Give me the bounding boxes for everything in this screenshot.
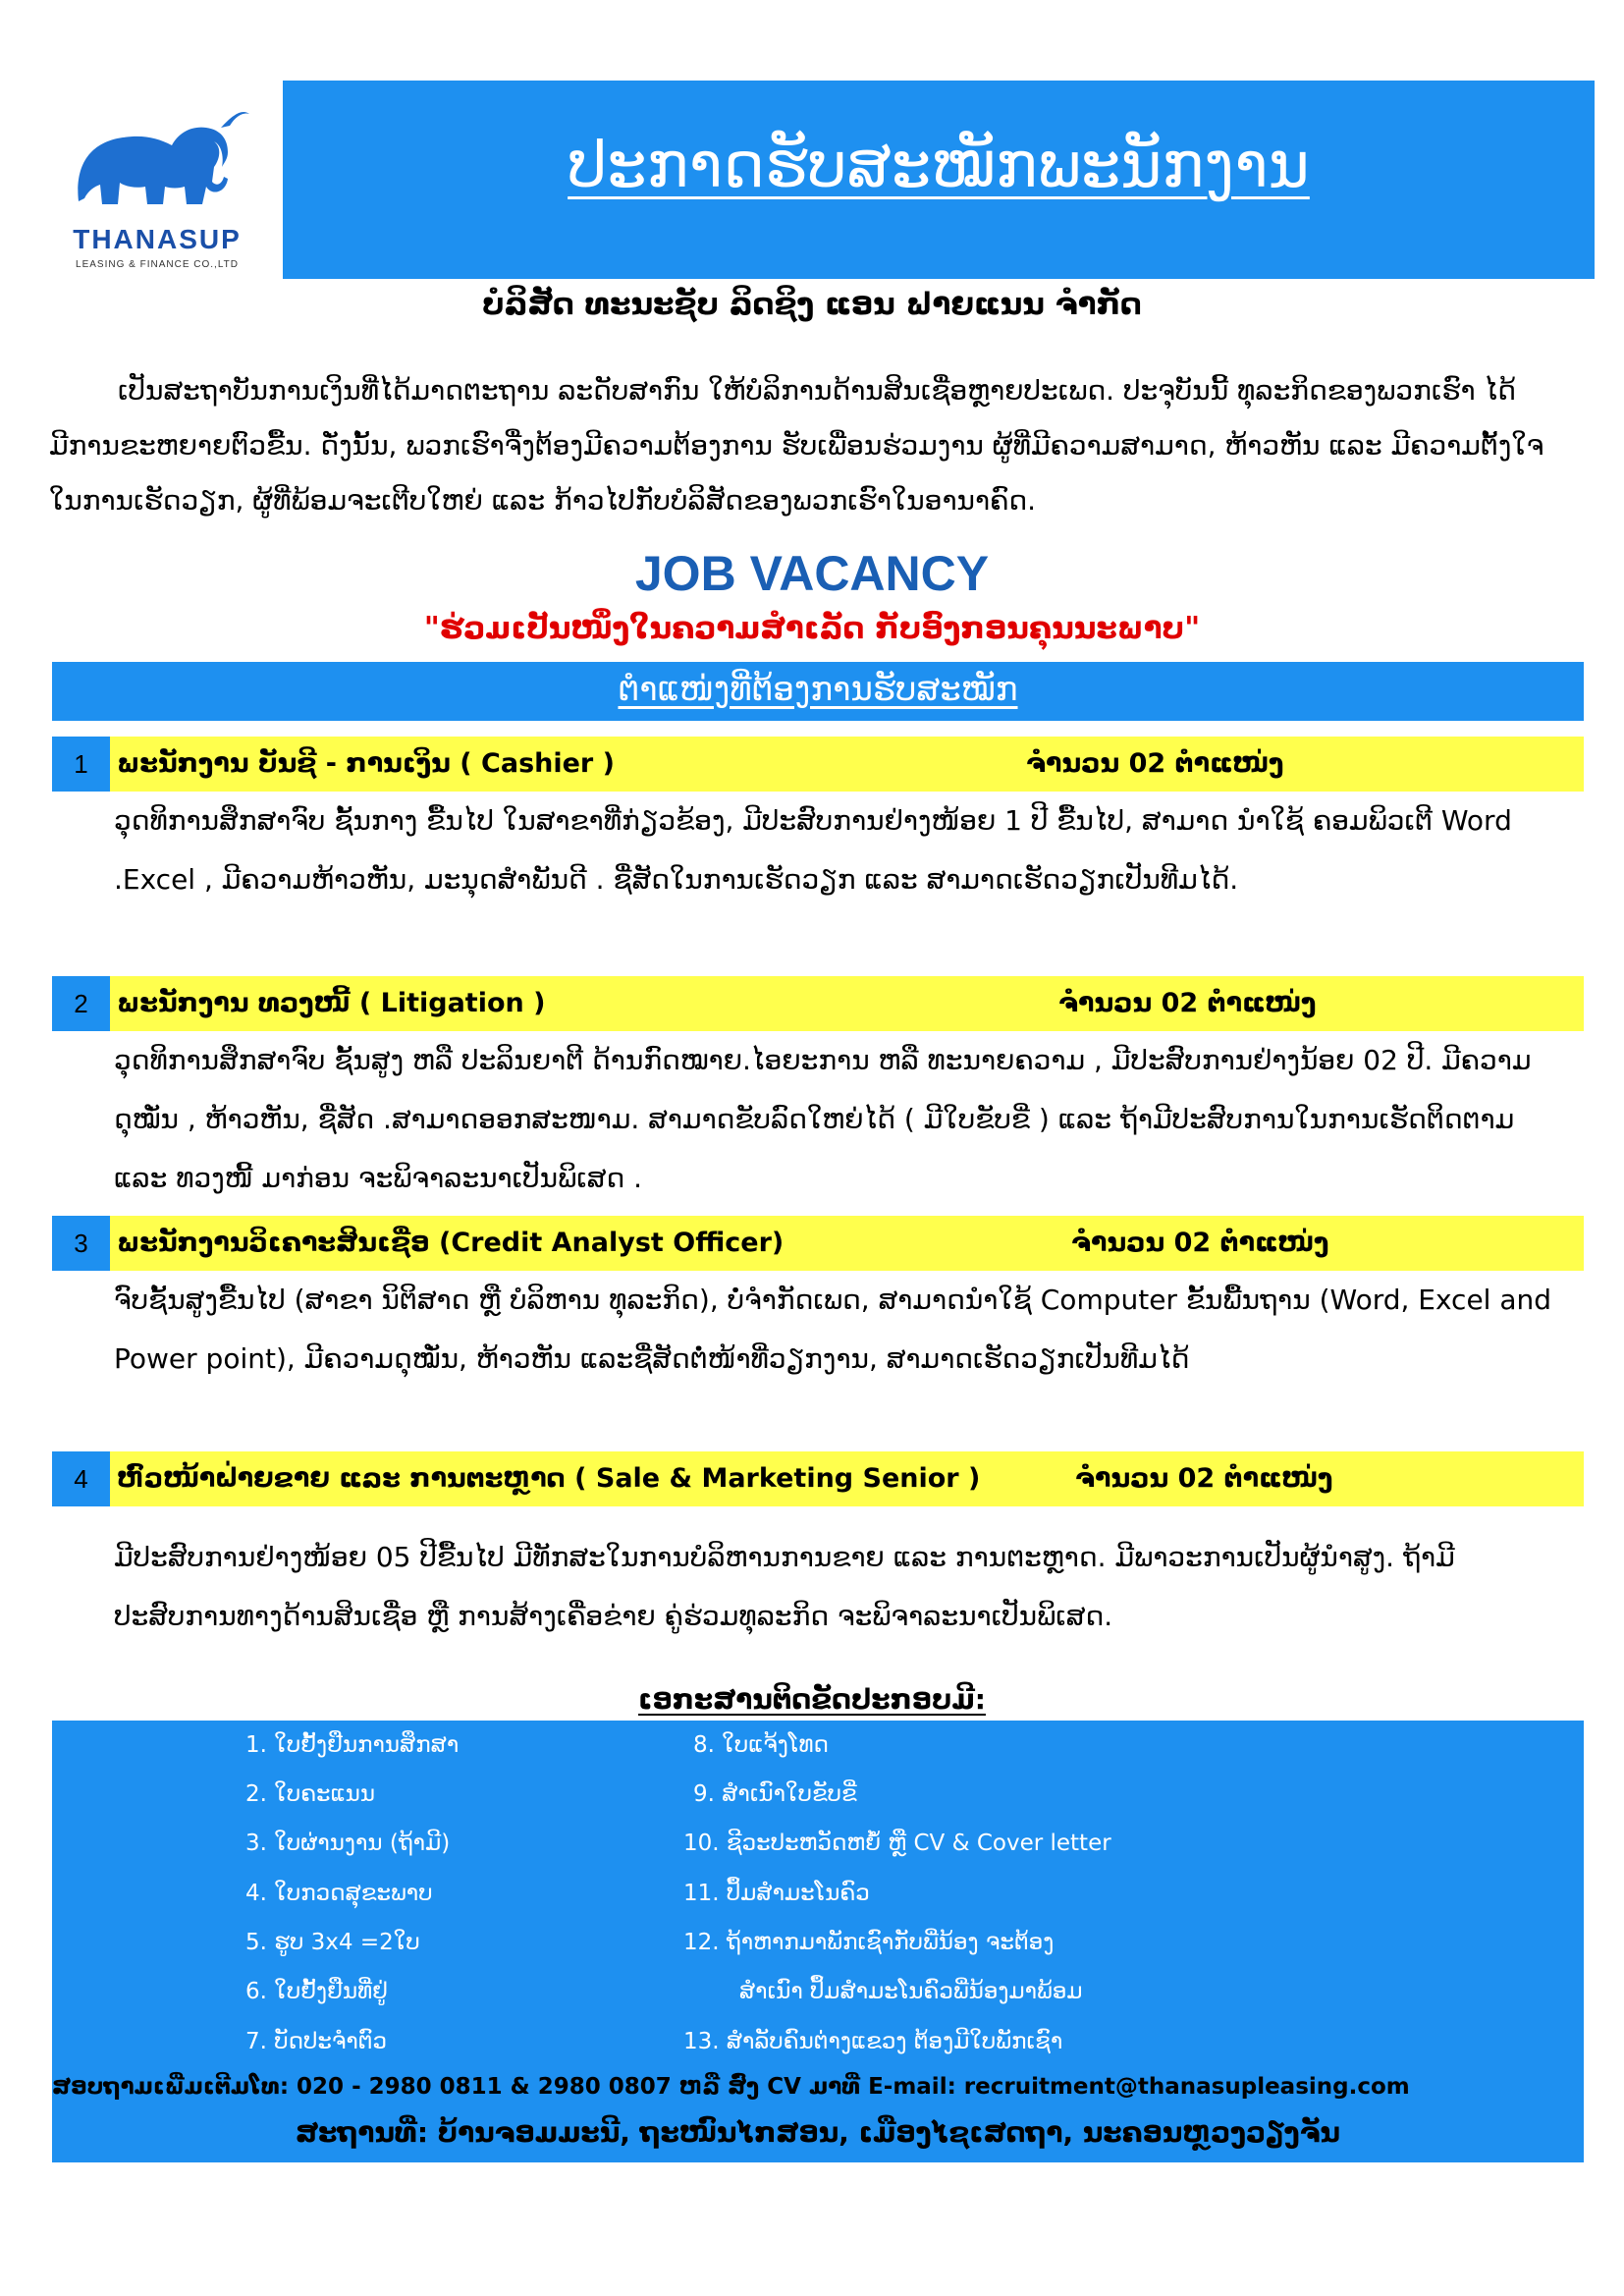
logo-subtitle: LEASING & FINANCE CO.,LTD	[76, 259, 239, 270]
positions-heading: ຕຳແໜ່ງທີ່ຕ້ອງການຮັບສະໝັກ	[618, 670, 1018, 709]
document-item: ສຳເນົາ ປຶ້ມສຳມະໂນຄົວພີ່ນ້ອງມາພ້ອມ	[739, 1979, 1083, 2004]
job-count: ຈຳນວນ 02 ຕຳແໜ່ງ	[1075, 1463, 1333, 1494]
job-count: ຈຳນວນ 02 ຕຳແໜ່ງ	[1071, 1228, 1329, 1258]
company-name: ບໍລິສັດ ທະນະຊັບ ລິດຊິງ ແອນ ຟາຍແນນ ຈຳກັດ	[482, 287, 1142, 322]
logo-brand: THANASUP	[73, 224, 242, 254]
elephant-icon	[49, 98, 265, 226]
job-count: ຈຳນວນ 02 ຕຳແໜ່ງ	[1026, 748, 1284, 779]
page-title: ປະກາດຮັບສະໝັກພະນັກງານ	[568, 130, 1310, 202]
job-number: 2	[52, 976, 110, 1031]
document-item: 6. ໃບຢັ້ງຢືນທີ່ຢູ່	[245, 1979, 388, 2004]
document-item: 4. ໃບກວດສຸຂະພາບ	[245, 1881, 433, 1906]
job-header	[52, 737, 1584, 792]
job-title: ຫົວໜ້າຝ່າຍຂາຍ ແລະ ການຕະຫຼາດ ( Sale & Marketing Senior )	[117, 1463, 981, 1494]
document-item: 2. ໃບຄະແນນ	[245, 1781, 376, 1807]
document-item: 10. ຊີວະປະຫວັດຫຍໍ້ ຫຼື CV & Cover letter	[683, 1831, 1111, 1856]
documents-heading: ເອກະສານຕິດຂັດປະກອບມີ:	[638, 1683, 986, 1716]
company-logo	[49, 98, 265, 285]
job-number: 1	[52, 737, 110, 792]
job-header	[52, 1216, 1584, 1271]
address: ສະຖານທີ່: ບ້ານຈອມມະນີ, ຖະໜົນໄກສອນ, ເມືອງໄຊເສດຖາ, ນະຄອນຫຼວງວຽງຈັນ	[296, 2116, 1340, 2149]
document-item: 3. ໃບຜ່ານງານ (ຖ້າມີ)	[245, 1831, 451, 1856]
document-item: 11. ປຶ້ມສຳມະໂນຄົວ	[683, 1881, 870, 1906]
document-item: 9. ສຳເນົາໃບຂັບຂີ່	[693, 1781, 857, 1807]
job-title: ພະນັກງານ ບັນຊີ - ການເງິນ ( Cashier )	[117, 748, 615, 779]
job-description: ວຸດທິການສຶກສາຈົບ ຊັ້ນສູງ ຫລື ປະລິນຍາຕີ ດ້ານກົດໝາຍ.ໄອຍະການ ຫລື ທະນາຍຄວາມ , ມີປະສົບການຢ່າງນ້ອຍ 02 ປີ. ມີຄວາມດຸໝັ່ນ , ຫ້າວຫັນ, ຊື່ສັດ .ສາມາດອອກສະໜາມ. ສາມາດຂັບລົດໃຫຍ່ໄດ້ ( ມີໃບຂັບຂີ່ ) ແລະ ຖ້າມີປະສົບການໃນການເຮັດຕິດຕາມ ແລະ ທວງໜີ້ ມາກ່ອນ ຈະພິຈາລະນາເປັນພິເສດ .	[114, 1044, 1532, 1194]
job-description: ວຸດທິການສຶກສາຈົບ ຊັ້ນກາງ ຂື້ນໄປ ໃນສາຂາທີ່ກ່ຽວຂ້ອງ, ມີປະສົບການຢ່າງໜ້ອຍ 1 ປີ ຂື້ນໄປ, ສາມາດ ນຳໃຊ້ ຄອມພິວເຕີ Word .Excel , ມີຄວາມຫ້າວຫັນ, ມະນຸດສຳພັນດີ . ຊື່ສັດໃນການເຮັດວຽກ ແລະ ສາມາດເຮັດວຽກເປັນທີມໄດ້.	[114, 804, 1512, 896]
document-item: 5. ຮູບ 3x4 =2ໃບ	[245, 1930, 420, 1955]
slogan: "ຮ່ວມເປັນໜຶ່ງໃນຄວາມສຳເລັດ ກັບອົງກອນຄຸນນະພາບ"	[423, 611, 1201, 646]
document-item: 8. ໃບແຈ້ງໂທດ	[693, 1732, 829, 1758]
job-vacancy-heading: JOB VACANCY	[634, 546, 990, 601]
job-description: ມີປະສົບການຢ່າງໜ້ອຍ 05 ປີຂື້ນໄປ ມີທັກສະໃນການບໍລິຫານການຂາຍ ແລະ ການຕະຫຼາດ. ມີພາວະການເປັນຜູ້ນຳສູງ. ຖ້າມີປະສົບການທາງດ້ານສິນເຊື່ອ ຫຼື ການສ້າງເຄື່ອຂ່າຍ ຄູ່ຮ່ວມທຸລະກິດ ຈະພິຈາລະນາເປັນພິເສດ.	[114, 1541, 1455, 1632]
job-number: 4	[52, 1451, 110, 1506]
job-number: 3	[52, 1216, 110, 1271]
document-item: 12. ຖ້າຫາກມາພັກເຊົາກັບພີ່ນ້ອງ ຈະຕ້ອງ	[683, 1930, 1055, 1955]
job-title: ພະນັກງານວິເຄາະສິນເຊື່ອ (Credit Analyst Officer)	[117, 1228, 785, 1258]
document-item: 1. ໃບຢັ້ງຢືນການສຶກສາ	[245, 1732, 460, 1758]
document-item: 13. ສຳລັບຄົນຕ່າງແຂວງ ຕ້ອງມີໃບພັກເຊົາ	[683, 2029, 1063, 2054]
job-header	[52, 976, 1584, 1031]
job-title: ພະນັກງານ ທວງໜີ້ ( Litigation )	[117, 988, 546, 1018]
job-count: ຈຳນວນ 02 ຕຳແໜ່ງ	[1058, 988, 1317, 1018]
job-header	[52, 1451, 1584, 1506]
document-item: 7. ບັດປະຈຳຕົວ	[245, 2029, 388, 2054]
intro-paragraph: ເປັນສະຖາບັນການເງິນທີ່ໄດ້ມາດຕະຖານ ລະດັບສາກົນ ໃຫ້ບໍລິການດ້ານສິນເຊື່ອຫຼາຍປະເພດ. ປະຈຸບັນນີ້ ທຸລະກິດຂອງພວກເຮົາ ໄດ້ມີການຂະຫຍາຍຕົວຂື້ນ. ດັ່ງນັ້ນ, ພວກເຮົາຈື່ງຕ້ອງມີຄວາມຕ້ອງການ ຮັບເພື່ອນຮ່ວມງານ ຜູ້ທີ່ມີຄວາມສາມາດ, ຫ້າວຫັນ ແລະ ມີຄວາມຕັ້ງໃຈໃນການເຮັດວຽກ, ຜູ້ທີ່ພ້ອມຈະເຕີບໃຫຍ່ ແລະ ກ້າວໄປກັບບໍລິສັດຂອງພວກເຮົາໃນອານາຄົດ.	[49, 374, 1544, 517]
contact-info: ສອບຖາມເພີ່ມເຕີມໂທ: 020 - 2980 0811 & 2980 0807 ຫລື ສົ່ງ CV ມາທີ່ E-mail: recruitment@thanasupleasing.com	[52, 2074, 1410, 2100]
job-description: ຈົບຊັ້ນສູງຂື້ນໄປ (ສາຂາ ນິຕິສາດ ຫຼື ບໍລິຫານ ທຸລະກິດ), ບໍ່ຈຳກັດເພດ, ສາມາດນຳໃຊ້ Computer ຂັ້ນພື້ນຖານ (Word, Excel and Power point), ມີຄວາມດຸໝັ່ນ, ຫ້າວຫັນ ແລະຊື່ສັດຕໍ່ໜ້າທີ່ວຽກງານ, ສາມາດເຮັດວຽກເປັນທີມໄດ້	[114, 1284, 1552, 1375]
